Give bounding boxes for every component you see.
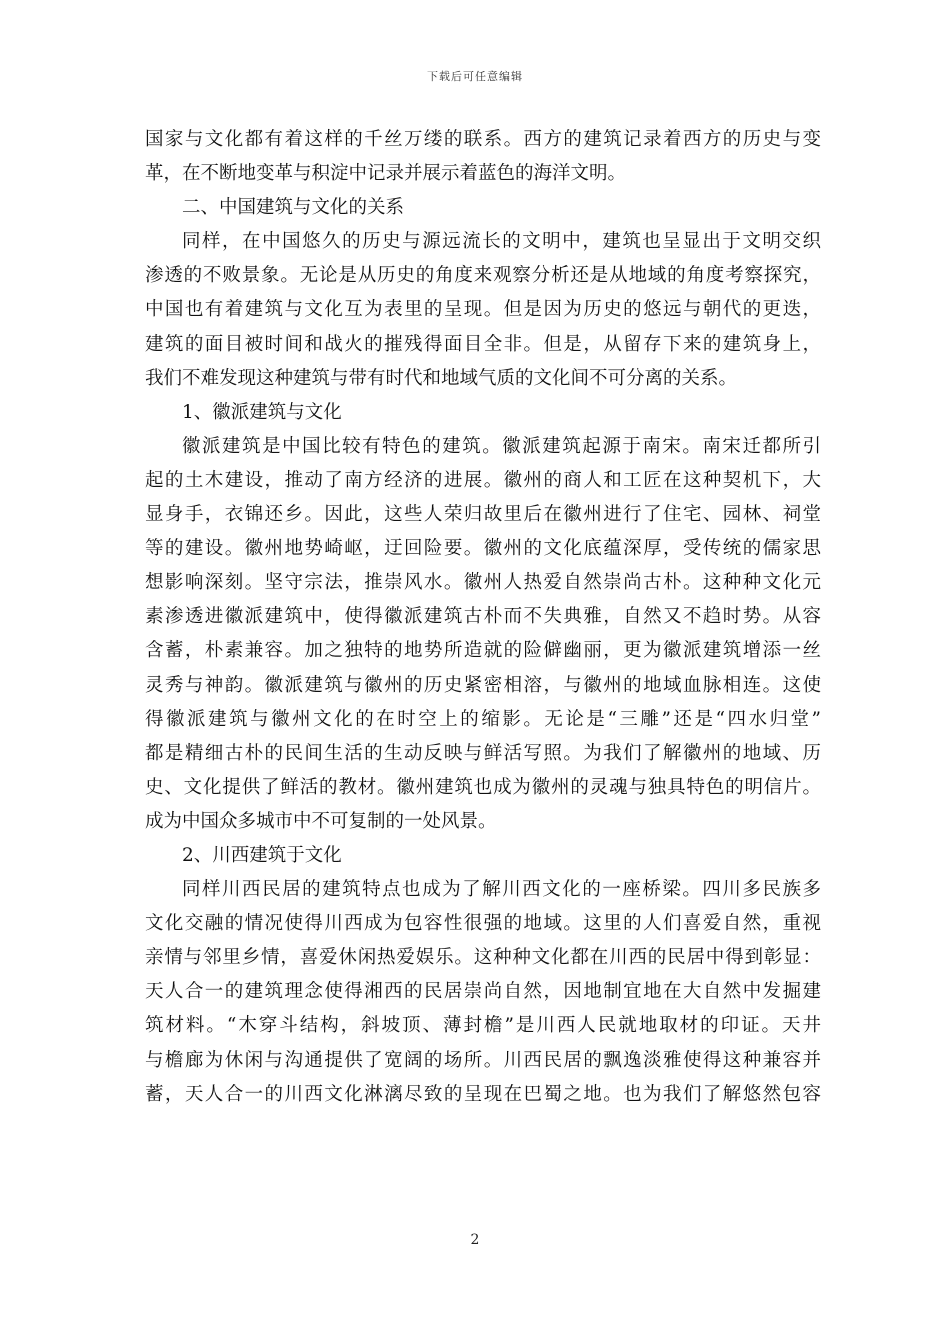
text-line: 建筑的面目被时间和战火的摧残得面目全非。但是，从留存下来的建筑身上， bbox=[145, 333, 821, 355]
text-line: 文化交融的情况使得川西成为包容性很强的地域。这里的人们喜爱自然，重视 bbox=[145, 913, 821, 935]
text-line: 天人合一的建筑理念使得湘西的民居崇尚自然，因地制宜地在大自然中发掘建 bbox=[145, 981, 821, 1003]
text-line: 史、文化提供了鲜活的教材。徽州建筑也成为徽州的灵魂与独具特色的明信片。 bbox=[145, 776, 821, 798]
text-line: 徽派建筑是中国比较有特色的建筑。徽派建筑起源于南宋。南宋迁都所引 bbox=[182, 435, 821, 457]
subsection-heading: 1、徽派建筑与文化 bbox=[182, 401, 342, 423]
text-line: 起的土木建设，推动了南方经济的进展。徽州的商人和工匠在这种契机下，大 bbox=[145, 469, 821, 491]
text-line: 亲情与邻里乡情，喜爱休闲热爱娱乐。这种种文化都在川西的民居中得到彰显： bbox=[145, 947, 821, 969]
text-line: 素渗透进徽派建筑中，使得徽派建筑古朴而不失典雅，自然又不趋时势。从容 bbox=[145, 606, 821, 628]
text-line: 与檐廊为休闲与沟通提供了宽阔的场所。川西民居的飘逸淡雅使得这种兼容并 bbox=[145, 1049, 821, 1071]
text-line: 筑材料。“木穿斗结构，斜坡顶、薄封檐”是川西人民就地取材的印证。天井 bbox=[145, 1015, 821, 1037]
text-line: 都是精细古朴的民间生活的生动反映与鲜活写照。为我们了解徽州的地域、历 bbox=[145, 742, 821, 764]
text-line: 我们不难发现这种建筑与带有时代和地域气质的文化间不可分离的关系。 bbox=[145, 367, 738, 389]
text-line: 显身手，衣锦还乡。因此，这些人荣归故里后在徽州进行了住宅、园林、祠堂 bbox=[145, 504, 821, 526]
page-number: 2 bbox=[470, 1232, 480, 1248]
text-line: 含蓄，朴素兼容。加之独特的地势所造就的险僻幽丽，更为徽派建筑增添一丝 bbox=[145, 640, 821, 662]
section-heading: 二、中国建筑与文化的关系 bbox=[182, 197, 405, 219]
text-line: 得徽派建筑与徽州文化的在时空上的缩影。无论是“三雕”还是“四水归堂” bbox=[145, 708, 821, 730]
text-line: 等的建设。徽州地势崎岖，迂回险要。徽州的文化底蕴深厚，受传统的儒家思 bbox=[145, 538, 821, 560]
text-line: 成为中国众多城市中不可复制的一处风景。 bbox=[145, 810, 497, 832]
text-line: 同样，在中国悠久的历史与源远流长的文明中，建筑也呈显出于文明交织 bbox=[182, 231, 821, 253]
text-line: 蓄，天人合一的川西文化淋漓尽致的呈现在巴蜀之地。也为我们了解悠然包容 bbox=[145, 1083, 821, 1105]
text-line: 同样川西民居的建筑特点也成为了解川西文化的一座桥梁。四川多民族多 bbox=[182, 879, 821, 901]
subsection-heading: 2、川西建筑于文化 bbox=[182, 844, 342, 866]
text-line: 中国也有着建筑与文化互为表里的呈现。但是因为历史的悠远与朝代的更迭， bbox=[145, 299, 821, 321]
text-line: 灵秀与神韵。徽派建筑与徽州的历史紧密相溶，与徽州的地域血脉相连。这使 bbox=[145, 674, 821, 696]
text-line: 革，在不断地变革与积淀中记录并展示着蓝色的海洋文明。 bbox=[145, 163, 627, 185]
text-line: 渗透的不败景象。无论是从历史的角度来观察分析还是从地域的角度考察探究， bbox=[145, 265, 821, 287]
body-text bbox=[145, 123, 821, 1112]
text-line: 国家与文化都有着这样的千丝万缕的联系。西方的建筑记录着西方的历史与变 bbox=[145, 129, 821, 150]
page-header: 下载后可任意编辑 bbox=[427, 70, 523, 83]
text-line: 想影响深刻。坚守宗法，推崇风水。徽州人热爱自然崇尚古朴。这种种文化元 bbox=[145, 572, 821, 594]
